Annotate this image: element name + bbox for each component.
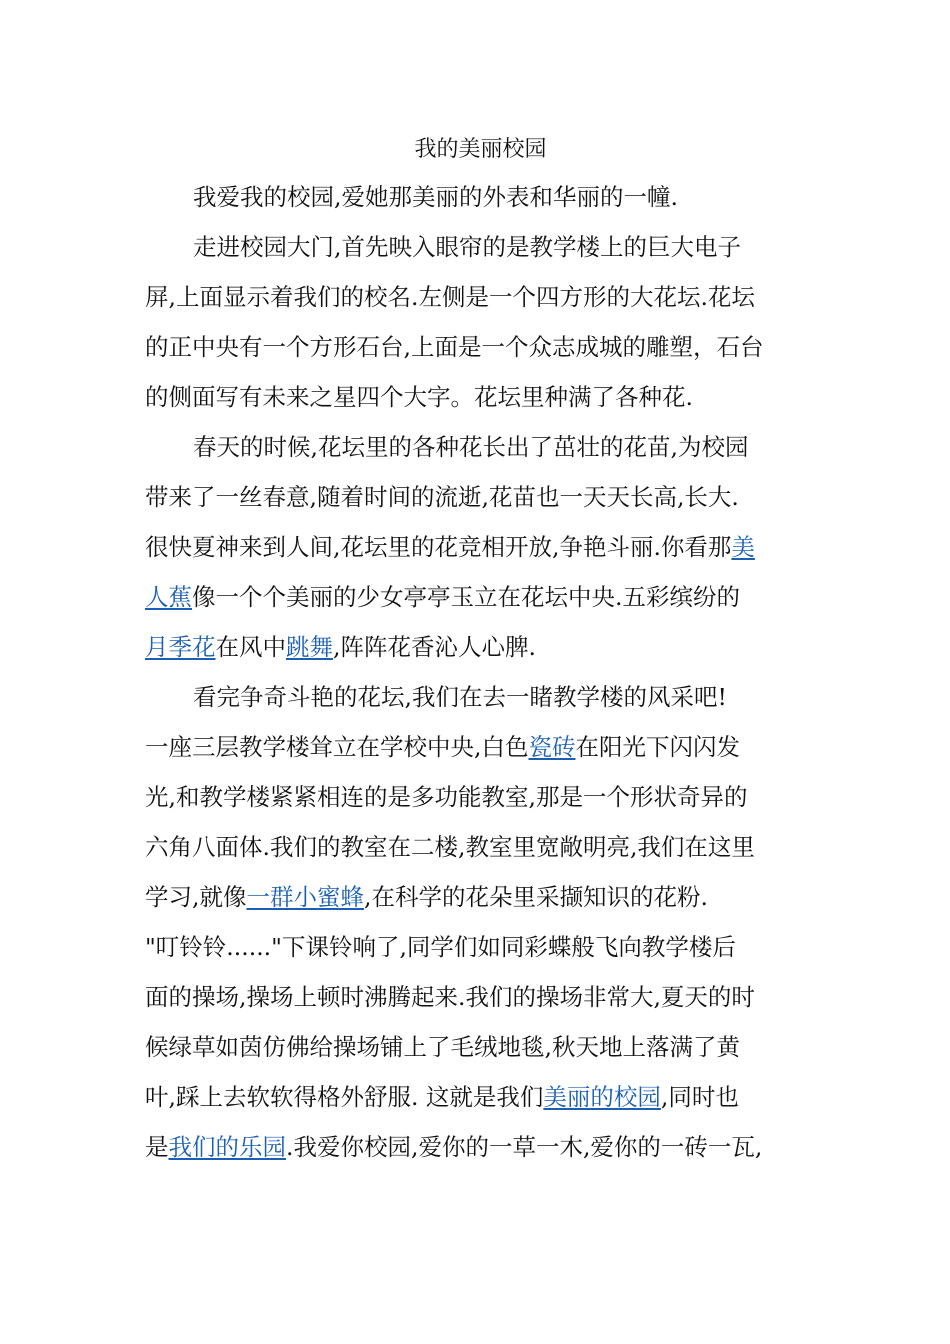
text-segment: 是 <box>145 1133 169 1161</box>
link-meirenjiao-part2[interactable]: 人蕉 <box>145 583 192 611</box>
link-meirenjiao-part1[interactable]: 美 <box>731 533 755 561</box>
page-title: 我的美丽校园 <box>414 137 547 162</box>
paragraph-4-line-7: 面的操场,操场上顿时沸腾起来.我们的操场非常大,夏天的时 <box>145 983 755 1011</box>
text-segment: 一座三层教学楼耸立在学校中央,白色 <box>145 733 529 761</box>
paragraph-2-line-4: 的侧面写有未来之星四个大字。花坛里种满了各种花. <box>145 383 693 411</box>
text-segment: 学习,就像 <box>145 883 247 911</box>
text-segment: ,在科学的花朵里采撷知识的花粉. <box>363 883 708 911</box>
link-meilidexiaoyuan[interactable]: 美丽的校园 <box>543 1083 661 1111</box>
paragraph-3-line-4 <box>145 572 810 622</box>
paragraph-4-line-2 <box>145 722 810 772</box>
link-tiaowu[interactable]: 跳舞 <box>286 633 333 661</box>
text-segment: 在风中 <box>215 633 286 661</box>
paragraph-2-line-3: 的正中央有一个方形石台,上面是一个众志成城的雕塑，石台 <box>145 333 764 361</box>
paragraph-4-line-3: 光,和教学楼紧紧相连的是多功能教室,那是一个形状奇异的 <box>145 783 748 811</box>
document-page <box>145 128 810 1172</box>
paragraph-4-line-8: 候绿草如茵仿佛给操场铺上了毛绒地毯,秋天地上落满了黄 <box>145 1033 740 1061</box>
paragraph-4-line-10 <box>145 1122 810 1172</box>
paragraph-2-line-1: 走进校园大门,首先映入眼帘的是教学楼上的巨大电子 <box>193 233 741 261</box>
text-segment: 很快夏神来到人间,花坛里的花竞相开放,争艳斗丽.你看那 <box>145 533 732 561</box>
paragraph-4-line-6: "叮铃铃......"下课铃响了,同学们如同彩蝶般飞向教学楼后 <box>145 933 736 961</box>
link-yuejihua[interactable]: 月季花 <box>145 633 216 661</box>
paragraph-4-line-1: 看完争奇斗艳的花坛,我们在去一睹教学楼的风采吧! <box>193 683 727 711</box>
paragraph-3-line-1: 春天的时候,花坛里的各种花长出了茁壮的花苗,为校园 <box>193 433 749 461</box>
paragraph-3-line-5 <box>145 622 810 672</box>
text-segment: ,同时也 <box>660 1083 739 1111</box>
paragraph-2-line-2: 屏,上面显示着我们的校名.左侧是一个四方形的大花坛.花坛 <box>145 283 755 311</box>
link-womendeleyuan[interactable]: 我们的乐园 <box>168 1133 286 1161</box>
text-segment: 在阳光下闪闪发 <box>575 733 740 761</box>
paragraph-4-line-4: 六角八面体.我们的教室在二楼,教室里宽敞明亮,我们在这里 <box>145 833 755 861</box>
paragraph-3-line-2: 带来了一丝春意,随着时间的流逝,花苗也一天天长高,长大. <box>145 483 739 511</box>
text-segment: ,阵阵花香沁人心脾. <box>333 633 536 661</box>
paragraph-1-line-1: 我爱我的校园,爱她那美丽的外表和华丽的一幢. <box>193 183 678 211</box>
paragraph-3-line-3 <box>145 522 810 572</box>
text-segment: 叶,踩上去软软得格外舒服. 这就是我们 <box>145 1083 544 1111</box>
paragraph-4-line-5 <box>145 872 810 922</box>
paragraph-4-line-9 <box>145 1072 810 1122</box>
text-segment: .我爱你校园,爱你的一草一木,爱你的一砖一瓦, <box>286 1133 763 1161</box>
link-yiqunxiaomifeng[interactable]: 一群小蜜蜂 <box>246 883 364 911</box>
link-cizhuan[interactable]: 瓷砖 <box>528 733 576 761</box>
text-segment: 像一个个美丽的少女亭亭玉立在花坛中央.五彩缤纷的 <box>192 583 740 611</box>
